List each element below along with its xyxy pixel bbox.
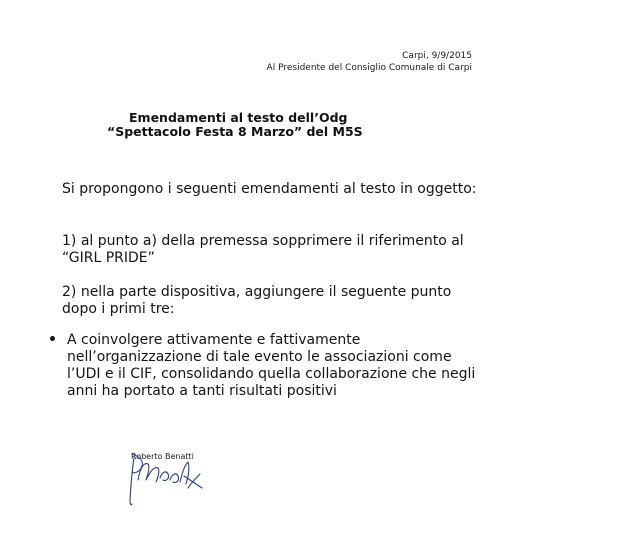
- bullet-text: A coinvolgere attivamente e fattivamente nell’organizzazione di tale evento le associazioni come l’UDI e il CIF, consolidando quella collaborazione che negli anni ha portato a tanti risultati positivi: [67, 332, 476, 399]
- date-line: Carpi, 9/9/2015: [402, 51, 472, 61]
- bullet-dot-icon: [50, 336, 55, 341]
- intro-paragraph: Si propongono i seguenti emendamenti al testo in oggetto:: [62, 181, 477, 197]
- recipient-line: Al Presidente del Consiglio Comunale di Carpi: [266, 63, 472, 73]
- amendment-2-paragraph: 2) nella parte dispositiva, aggiungere il seguente punto dopo i primi tre:: [62, 284, 452, 317]
- document-title-line-1: Emendamenti al testo dell’Odg: [129, 110, 348, 125]
- signer-name: Roberto Benatti: [131, 452, 194, 461]
- amendment-1-paragraph: 1) al punto a) della premessa sopprimere il riferimento al “GIRL PRIDE”: [62, 233, 464, 266]
- document-title-line-2: “Spettacolo Festa 8 Marzo” del M5S: [107, 124, 363, 139]
- handwritten-signature: [118, 444, 218, 510]
